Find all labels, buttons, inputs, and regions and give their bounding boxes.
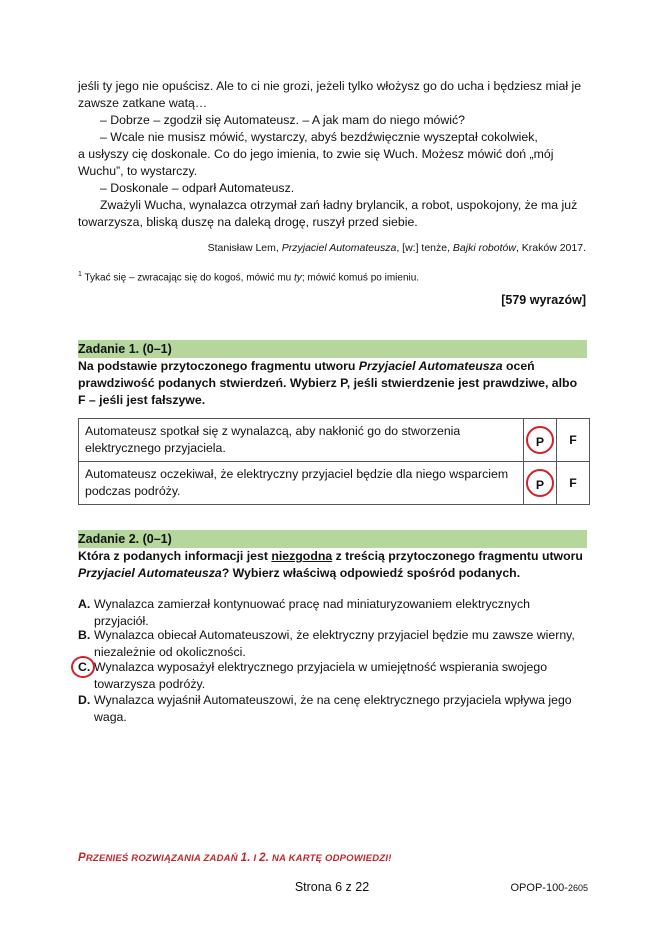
text-line: Wuchu”, to wystarczy. bbox=[78, 164, 198, 178]
text-line: jeśli ty jego nie opuścisz. Ale to ci nie grozi, jeżeli tylko włożysz go do ucha i będziesz miał je bbox=[78, 79, 582, 93]
option-p[interactable] bbox=[524, 419, 557, 462]
footnote-number: 1 bbox=[78, 271, 82, 278]
option-line2: niezależnie od okoliczności. bbox=[94, 645, 246, 659]
task1-question-title: Przyjaciel Automateusza bbox=[358, 359, 503, 373]
source-citation bbox=[208, 240, 586, 257]
option-line1: Wynalazca wyjaśnił Automateuszowi, że na cenę elektrycznego przyjaciela wpływa jego bbox=[94, 693, 572, 707]
text-line: zawsze zatkane watą… bbox=[78, 96, 208, 110]
task1-header bbox=[78, 340, 587, 358]
option-line1: Wynalazca zamierzał kontynuować pracę nad miniaturyzowaniem elektrycznych bbox=[94, 597, 530, 611]
text-line: a usłyszy cię doskonale. Co do jego imienia, to zwie się Wuch. Możesz mówić doń „mój bbox=[78, 147, 554, 161]
option-letter: A. bbox=[78, 597, 91, 611]
statement-text: Automateusz oczekiwał, że elektryczny przyjaciel będzie dla niego wsparciem podczas podróży. bbox=[79, 462, 524, 505]
option-f[interactable]: F bbox=[557, 419, 590, 462]
task2-header bbox=[78, 530, 587, 548]
option-line2: towarzysza podróży. bbox=[94, 677, 206, 691]
text-line: Zważyli Wucha, wynalazca otrzymał zań ładny brylancik, a robot, uspokojony, że ma już bbox=[100, 198, 578, 212]
task2-question-a: Która z podanych informacji jest bbox=[78, 549, 272, 563]
option-letter: D. bbox=[78, 693, 91, 707]
footnote bbox=[78, 266, 419, 286]
text-line: – Dobrze – zgodził się Automateusz. – A jak mam do niego mówić? bbox=[100, 113, 465, 127]
task2-question-title: Przyjaciel Automateusza bbox=[78, 566, 222, 580]
statement-text: Automateusz spotkał się z wynalazcą, aby nakłonić go do stworzenia elektrycznego przyjaciela. bbox=[79, 419, 524, 462]
task2-question-b: z treścią przytoczonego fragmentu utworu bbox=[332, 549, 583, 563]
answer-option-c[interactable] bbox=[78, 659, 588, 693]
text-line: – Doskonale – odparł Automateusz. bbox=[100, 181, 295, 195]
task2-question-underlined: niezgodna bbox=[271, 549, 333, 563]
text-line: – Wcale nie musisz mówić, wystarczy, abyś bezdźwięcznie wyszeptał cokolwiek, bbox=[100, 130, 538, 144]
table-row bbox=[79, 462, 590, 505]
answer-option-a[interactable] bbox=[78, 596, 588, 630]
note-part: RZENIEŚ ROZWIĄZANIA ZADAŃ bbox=[85, 853, 241, 864]
source-mid: , [w:] tenże, bbox=[396, 242, 453, 254]
exam-code bbox=[511, 880, 589, 897]
option-line1: Wynalazca obiecał Automateuszowi, że elektryczny przyjaciel będzie mu zawsze wierny, bbox=[94, 628, 575, 642]
task1-question-line3: F – jeśli jest fałszywe. bbox=[78, 393, 206, 407]
note-part: 1. bbox=[240, 852, 251, 864]
answer-option-d[interactable] bbox=[78, 692, 588, 726]
option-letter: B. bbox=[78, 628, 91, 642]
true-false-table bbox=[78, 418, 590, 505]
word-count: [579 wyrazów] bbox=[501, 293, 586, 307]
source-end: , Kraków 2017. bbox=[515, 242, 586, 254]
task2-question-line1 bbox=[78, 548, 583, 565]
footnote-ty: ty bbox=[294, 272, 302, 284]
option-line1: Wynalazca wyposażył elektrycznego przyjaciela w umiejętność wspierania swojego bbox=[94, 660, 548, 674]
task1-question-b: oceń bbox=[502, 359, 535, 373]
note-part: P bbox=[78, 852, 86, 864]
exam-code-main: OPOP-100- bbox=[510, 882, 568, 894]
task1-question-a: Na podstawie przytoczonego fragmentu utworu bbox=[78, 359, 359, 373]
page-number: Strona 6 z 22 bbox=[294, 880, 370, 894]
source-book: Bajki robotów bbox=[452, 242, 516, 254]
note-part: NA KARTĘ ODPOWIEDZI! bbox=[269, 853, 392, 864]
text-line: towarzysza, bliską duszę na daleką drogę, ruszył przed siebie. bbox=[78, 215, 418, 229]
task1-header-text: Zadanie 1. (0–1) bbox=[78, 342, 172, 356]
table-row bbox=[79, 419, 590, 462]
footnote-text-b: ; mówić komuś po imieniu. bbox=[301, 272, 420, 284]
footnote-text-a: Tykać się – zwracając się do kogoś, mówić mu bbox=[81, 272, 295, 284]
note-part: I bbox=[250, 853, 260, 864]
source-author: Stanisław Lem, bbox=[207, 242, 282, 254]
selected-circle: P bbox=[526, 469, 554, 497]
note-part: 2. bbox=[259, 852, 270, 864]
task1-question-line2: prawdziwość podanych stwierdzeń. Wybierz P, jeśli stwierdzenie jest prawdziwe, albo bbox=[78, 376, 578, 390]
task2-header-text: Zadanie 2. (0–1) bbox=[78, 532, 172, 546]
selected-circle bbox=[71, 656, 95, 678]
option-f[interactable]: F bbox=[557, 462, 590, 505]
transfer-note bbox=[78, 852, 392, 864]
option-letter: C. bbox=[78, 660, 91, 674]
option-p[interactable] bbox=[524, 462, 557, 505]
option-line2: waga. bbox=[94, 710, 127, 724]
exam-code-small: 2605 bbox=[567, 883, 588, 893]
task2-question-c: ? Wybierz właściwą odpowiedź spośród podanych. bbox=[221, 566, 521, 580]
task2-question-line2 bbox=[78, 565, 520, 582]
selected-circle: P bbox=[526, 426, 554, 454]
source-title: Przyjaciel Automateusza bbox=[281, 242, 397, 254]
option-line2: przyjaciół. bbox=[94, 614, 149, 628]
answer-option-b[interactable] bbox=[78, 627, 588, 661]
task1-question-line1 bbox=[78, 358, 535, 375]
